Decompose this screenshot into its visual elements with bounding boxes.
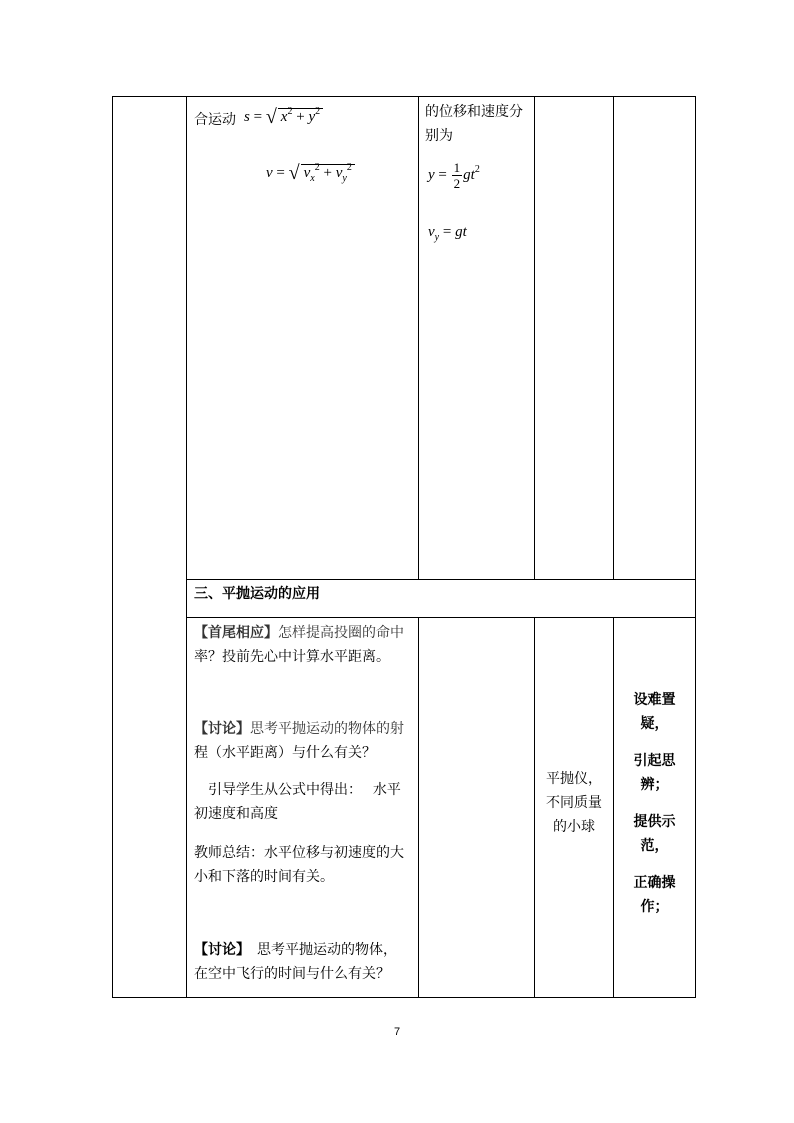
table-column-rule: [613, 96, 614, 580]
discussion-text: 思考平抛运动的物体，: [243, 941, 397, 957]
bracket-label: 【首尾相应】: [194, 624, 278, 640]
discussion-text: 怎样提高投圈的命中: [278, 624, 404, 640]
discussion-label: [194, 620, 404, 644]
design-intent-text: 辨；: [640, 776, 669, 792]
summary-text: 小和下落的时间有关。: [194, 868, 334, 884]
vertical-velocity-formula: $v_y$ = gt: [428, 224, 467, 243]
vertical-displacement-formula: y = $\frac{1}{2}$ $gt^2$: [428, 160, 480, 191]
equipment-text: 的小球: [553, 818, 595, 834]
table-rule: [186, 579, 696, 580]
section-heading: 三、平抛运动的应用: [194, 585, 320, 601]
table-border-right: [695, 96, 696, 998]
page-number: 7: [393, 1026, 401, 1038]
summary-text: 教师总结：水平位移与初速度的大: [194, 844, 404, 860]
discussion-label: [194, 716, 404, 740]
design-intent-text: 疑，: [640, 715, 669, 731]
table-border-bottom: [112, 997, 696, 998]
discussion-label: [194, 937, 397, 961]
table-column-rule: [186, 96, 187, 998]
composite-motion-label: 合运动: [194, 111, 236, 127]
design-intent-text: 提供示: [633, 813, 676, 829]
bracket-label: 【讨论】: [194, 941, 243, 957]
discussion-text: 思考平抛运动的物体的射: [250, 720, 404, 736]
design-intent-text: 作；: [640, 898, 669, 914]
student-text: 的位移和速度分: [425, 103, 523, 119]
bracket-label: 【讨论】: [194, 720, 250, 736]
design-intent-text: 正确操: [633, 874, 676, 890]
discussion-text: 在空中飞行的时间与什么有关？: [194, 965, 390, 981]
displacement-formula: s = √ $x^2 + y^2$: [244, 104, 323, 127]
equipment-text: 不同质量: [546, 794, 602, 810]
design-intent-text: 设难置: [633, 691, 676, 707]
equipment-text: 平抛仪，: [546, 770, 602, 786]
table-border-top: [112, 96, 696, 97]
discussion-text: 程（水平距离）与什么有关？: [194, 744, 376, 760]
table-column-rule: [418, 617, 419, 998]
design-intent-text: 引起思: [633, 752, 676, 768]
guidance-text: 引导学生从公式中得出： 水平: [208, 781, 401, 797]
velocity-formula: v = √ $v_x^2 + v_y^2$: [266, 160, 355, 183]
table-column-rule: [613, 617, 614, 998]
table-border-left: [112, 96, 113, 998]
table-column-rule: [418, 96, 419, 580]
student-text: 别为: [425, 127, 453, 143]
discussion-text: 率？投前先心中计算水平距离。: [194, 648, 390, 664]
table-rule: [186, 617, 696, 618]
table-column-rule: [534, 96, 535, 580]
guidance-text: 初速度和高度: [194, 805, 278, 821]
design-intent-text: 范，: [640, 837, 669, 853]
